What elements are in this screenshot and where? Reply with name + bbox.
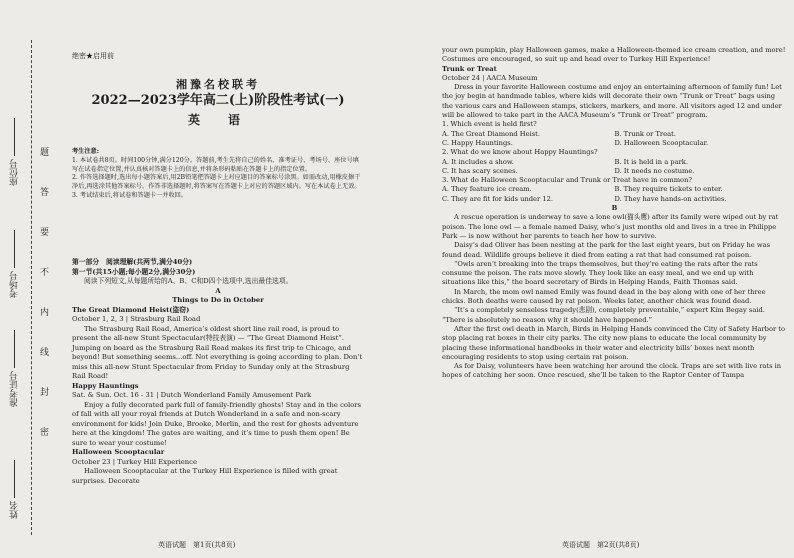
seal-note-2: 封 [40,388,50,398]
option: D. It needs no costume. [614,166,695,175]
option: B. It is held in a park. [614,157,688,166]
option: A. It includes a show. [442,157,514,166]
option-row [442,158,787,167]
event-meta: October 24 | AACA Museum [442,73,538,82]
event-meta: Sat. & Sun. Oct. 16 - 31 | Dutch Wonderland Family Amusement Park [72,391,312,399]
seal-note-6: 要 [40,228,50,238]
seal-line [31,40,32,535]
option-row [442,130,787,139]
section-heading: 第一节(共15小题;每小题2分,满分30分) [72,267,196,276]
binding-strip [0,0,64,558]
event-meta: October 1, 2, 3 | Strasburg Rail Road [72,315,201,323]
instruction-item: 2. 作答选择题时,选出每小题答案后,用2B铅笔把答题卡上对应题目的答案标号涂黑。如需改动,用橡皮擦干净后,再选涂其他答案标号。作答非选择题时,将答案写在答题卡上对应的答题区域内。写在本试卷上无效。 [72,174,361,191]
continued-text: your own pumpkin, play Halloween games, make a Halloween-themed ice cream creation, and more! Costumes are encouraged, so suit up and head over to Turkey Hill Experience! [442,46,786,64]
exam-title-union: 湘豫名校联考 [176,78,260,91]
passage-paragraph: In March, the mom owl named Emily was found dead in the bay along with one of her three chicks. Both deaths were caused by rat poison. Weeks later, another chick was found dead. [442,287,766,306]
exam-page-2 [442,0,787,558]
option: C. They are fit for kids under 12. [442,194,553,203]
question-stem: 3. What do Halloween Scooptacular and Trunk or Treat have in common? [442,176,692,185]
event-title: The Great Diamond Heist(盗窃) [72,305,190,314]
event-title: Happy Hauntings [72,381,139,390]
seal-note-7: 答 [40,188,50,198]
event-title: Halloween Scooptacular [72,448,165,456]
seal-note-8: 题 [40,148,50,158]
option-row [442,185,787,194]
directions: 阅读下列短文,从每题所给的A、B、C和D四个选项中,选出最佳选项。 [84,277,293,285]
event-text: Dress in your favorite Halloween costume and enjoy an entertaining afternoon of family fun! Let the joy begin at handmade tables, where kids will decorate their own “Trunk or Treat” bags using the various cars and Halloween stamps, stickers, markers, and more. All visitors aged 12 and under will be allowed to take part in the AACA Museum’s “Trunk or Treat” program. [442,83,782,120]
passage-paragraph: “It’s a completely senseless tragedy(悲剧), completely preventable,” expert Kim Begay said. “There is absolutely no reason why it should have happened.” [442,306,765,324]
exam-page-1 [68,0,428,558]
event-text: The Strasburg Rail Road, America’s oldest short line rail road, is proud to present the all-new Stunt Spectacular(特技表演) — “The Great Diamond Heist”. Jumping on board as the Strasburg Rail Road makes its first trip to Chicago, and beyond! But something seems...off. Not everything is going according to plan. Don’t miss this all-new Stunt Spectacular from Friday to Sunday only at the Strasburg Rail Road! [72,324,363,380]
option: D. They have hands-on activities. [614,194,727,203]
passage-paragraph: “Owls aren’t breaking into the traps themselves, but they’re eating the rats after the rats consume the poison. The rats move slowly. They look like an easy meal, and we end up with situations like this,” the board secretary of Birds in Helping Hands, Faith Thomas said. [442,259,758,287]
instructions-heading: 考生注意: [72,148,100,155]
option-row [442,139,787,148]
page2-content [442,46,787,381]
event-meta: October 23 | Turkey Hill Experience [72,457,197,466]
instructions [72,148,364,201]
passage-title: Things to Do in October [172,296,264,304]
instruction-item: 3. 考试结束后,将试卷和答题卡一并收回。 [72,191,188,199]
page-footer: 英语试题 第2页(共8页) [562,541,640,549]
option: D. Halloween Scooptacular. [614,138,709,147]
passage-letter: B [611,204,618,213]
passage-paragraph: As for Daisy, volunteers have been watching her around the clock. Traps are set with live rats in hopes of catching her soon. Once rescued, she’ll be taken to the Raptor Center of Tampa [442,362,782,380]
passage-letter: A [215,286,221,295]
part-heading: 第一部分 阅读理解(共两节,满分40分) [72,258,193,266]
instruction-item: 1. 本试卷共8页。时间100分钟,满分120分。答题前,考生先将自己的姓名、准考证号、考场号、座位号填写在试卷指定位置,并认真核对答题卡上的信息,并将条形码粘贴在答题卡上的指定位置。 [72,156,359,173]
option: B. Trunk or Treat. [614,129,676,138]
ticket-number-field: 准考证号 [8,330,21,407]
passage-paragraph: Daisy’s dad Oliver has been nesting at the park for the last eight years, but on Friday he was found dead. Wildlife groups believe it died from eating a rat that had consumed rat poison. [442,241,771,259]
option: A. The Great Diamond Heist. [442,129,540,138]
exam-title-term: 2022—2023学年高二(上)阶段性考试(一) [91,93,345,108]
option-row [442,167,787,176]
seal-note-5: 不 [40,268,50,278]
seal-note-3: 线 [40,348,50,358]
page-footer: 英语试题 第1页(共8页) [158,541,236,549]
seal-note-1: 密 [40,428,50,438]
event-text: Enjoy a fully decorated park full of family-friendly ghosts! Stay and in the colors of fall with all your royal friends at Dutch Wonderland in a safe and non-scary environment for kids! Join Duke, Brooke, Merlin, and the rest for ghosts adventure here at the kingdom! The gates are waiting, and it’s time to push them open! Be sure to wear your costume! [72,400,361,447]
option: C. Happy Hauntings. [442,138,513,147]
seal-note-4: 内 [40,308,50,318]
option: C. It has scary scenes. [442,166,518,175]
passage-a-area [72,258,364,486]
confidential-mark: 绝密★启用前 [72,52,114,60]
option-row [442,195,787,204]
exam-room-field: 考场号 [8,230,21,298]
event-title: Trunk or Treat [442,64,497,73]
option: B. They require tickets to enter. [614,185,723,194]
passage-paragraph: After the first owl death in March, Birds in Helping Hands convinced the City of Safety Harbor to stop placing rat boxes in their city parks. The city now plans to educate the local community by placing these informational handbooks in their water and electricity bills’ boxes next month encouraging residents to stop using certain rat poison. [442,324,786,361]
event-text: Halloween Scooptacular at the Turkey Hill Experience is filled with great surprises. Decorate [72,467,338,485]
passage-paragraph: A rescue operation is underway to save a lone owl(猫头鹰) after its family were wiped out by rat poison. The lone owl — a female named Daisy, who’s just months old and lives in a tree in Philippe Park — is now without her parents to teach her how to survive. [442,213,779,240]
question-stem: 2. What do we know about Happy Hauntings? [442,148,598,157]
option: A. They feature ice cream. [442,185,532,194]
seat-number-field: 座位号 [8,118,21,186]
name-field: 姓名 [8,460,21,519]
exam-subject: 英 语 [187,113,248,127]
question-stem: 1. Which event is held first? [442,120,537,129]
